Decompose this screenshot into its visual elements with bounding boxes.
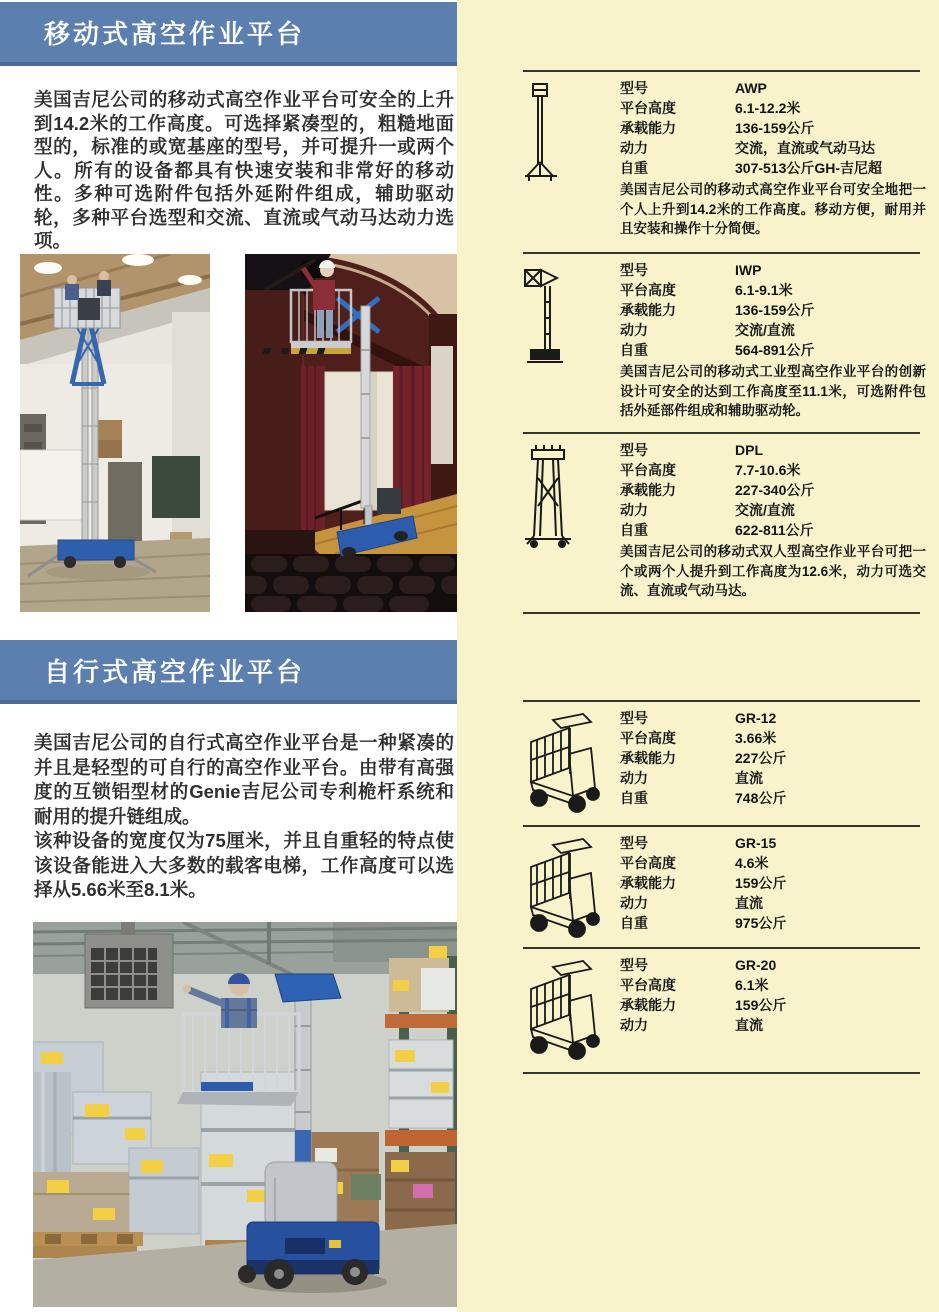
spec-label: 承载能力 <box>620 750 676 766</box>
spec-label: 自重 <box>620 160 648 176</box>
spec-value: 直流 <box>735 1017 763 1033</box>
spec-label: 承载能力 <box>620 302 676 318</box>
spec-value: 159公斤 <box>735 997 787 1013</box>
spec-value: 交流/直流 <box>735 502 795 518</box>
spec-value: GR-12 <box>735 710 777 726</box>
divider <box>523 1072 920 1074</box>
spec-row <box>620 460 814 480</box>
spec-row <box>620 320 814 340</box>
spec-label: 自重 <box>620 915 648 931</box>
spec-table <box>620 260 814 360</box>
spec-label: 承载能力 <box>620 482 676 498</box>
spec-row <box>620 500 814 520</box>
section-header-selfpropelled-platforms <box>0 640 457 704</box>
spec-value: DPL <box>735 442 763 458</box>
spec-label: 动力 <box>620 895 648 911</box>
spec-card-iwp <box>457 252 939 432</box>
spec-value: 136-159公斤 <box>735 120 815 136</box>
spec-label: 型号 <box>620 80 648 96</box>
divider <box>523 70 920 72</box>
spec-row <box>620 768 786 788</box>
spec-value: 交流/直流 <box>735 322 795 338</box>
spec-value: 6.1-9.1米 <box>735 282 793 298</box>
section-title: 移动式高空作业平台 <box>44 18 306 49</box>
spec-table <box>620 440 814 540</box>
spec-value: 7.7-10.6米 <box>735 462 801 478</box>
warehouse-gr-lift-illustration <box>33 922 457 1307</box>
divider <box>523 252 920 254</box>
divider <box>523 825 920 827</box>
spec-label: 动力 <box>620 140 648 156</box>
spec-row <box>620 955 786 975</box>
spec-table <box>620 955 786 1035</box>
paragraph-line: 美国吉尼公司的自行式高空作业平台是一种紧凑的并且是轻型的可自行的高空作业平台。由带有高强度的互锁铝型材的Genie吉尼公司专利桅杆系统和耐用的提升链组成。 <box>34 732 454 827</box>
spec-value: 748公斤 <box>735 790 787 806</box>
spec-row <box>620 748 786 768</box>
spec-card-gr20 <box>457 947 939 1127</box>
spec-label: 平台高度 <box>620 462 676 478</box>
mobile-platforms-paragraph: 美国吉尼公司的移动式高空作业平台可安全的上升到14.2米的工作高度。可选择紧凑型的，粗糙地面型的，标准的或宽基座的型号，并可提升一或两个人。所有的设备都具有快速安装和非常好的移动性。多种可选附件包括外延附件组成，辅助驱动轮，多种平台选型和交流、直流或气动马达动力选项。 <box>34 89 454 251</box>
spec-row <box>620 708 786 728</box>
spec-row <box>620 280 814 300</box>
spec-label: 型号 <box>620 835 648 851</box>
spec-table <box>620 833 786 933</box>
photo-warehouse-dpl-lift <box>20 254 210 612</box>
spec-row <box>620 975 786 995</box>
spec-row <box>620 300 814 320</box>
spec-row <box>620 480 814 500</box>
selfpropelled-platforms-paragraph <box>34 731 454 903</box>
spec-label: 平台高度 <box>620 100 676 116</box>
spec-row <box>620 98 882 118</box>
spec-value: 交流，直流或气动马达 <box>735 140 875 156</box>
spec-label: 动力 <box>620 770 648 786</box>
spec-value: 直流 <box>735 895 763 911</box>
spec-label: 型号 <box>620 957 648 973</box>
spec-row <box>620 340 814 360</box>
spec-label: 型号 <box>620 710 648 726</box>
spec-value: 136-159公斤 <box>735 302 815 318</box>
gr-machine-icon <box>523 712 603 816</box>
spec-label: 承载能力 <box>620 120 676 136</box>
spec-label: 平台高度 <box>620 855 676 871</box>
spec-label: 承载能力 <box>620 997 676 1013</box>
spec-row <box>620 873 786 893</box>
spec-card-dpl <box>457 432 939 612</box>
photo-theater-awp-lift <box>245 254 457 612</box>
photo-warehouse-gr-lift <box>33 922 457 1307</box>
spec-row <box>620 893 786 913</box>
spec-label: 自重 <box>620 342 648 358</box>
spec-description: 美国吉尼公司的移动式高空作业平台可安全地把一个人上升到14.2米的工作高度。移动方便，耐用并且安装和操作十分简便。 <box>620 182 926 236</box>
section-header-mobile-platforms <box>0 2 457 66</box>
spec-value: 227-340公斤 <box>735 482 815 498</box>
spec-label: 平台高度 <box>620 730 676 746</box>
theater-lift-illustration <box>245 254 457 612</box>
spec-value: GR-15 <box>735 835 777 851</box>
spec-description: 美国吉尼公司的移动式双人型高空作业平台可把一个或两个人提升到工作高度为12.6米，动力可选交流、直流或气动马达。 <box>620 544 926 598</box>
gr-machine-icon <box>523 837 603 941</box>
spec-value: 227公斤 <box>735 750 787 766</box>
spec-value: 975公斤 <box>735 915 787 931</box>
spec-panel <box>457 0 939 1312</box>
spec-row <box>620 138 882 158</box>
paragraph-line: 该种设备的宽度仅为75厘米，并且自重轻的特点使该设备能进入大多数的载客电梯，工作高度可以选择从5.66米至8.1米。 <box>34 830 454 900</box>
spec-label: 型号 <box>620 442 648 458</box>
spec-value: 直流 <box>735 770 763 786</box>
spec-label: 自重 <box>620 522 648 538</box>
spec-label: 平台高度 <box>620 282 676 298</box>
spec-row <box>620 260 814 280</box>
spec-value: 6.1-12.2米 <box>735 100 801 116</box>
spec-label: 承载能力 <box>620 875 676 891</box>
spec-row <box>620 788 786 808</box>
divider <box>523 947 920 949</box>
spec-value: 564-891公斤 <box>735 342 815 358</box>
spec-value: 307-513公斤GH-吉尼超 <box>735 160 883 176</box>
spec-row <box>620 728 786 748</box>
spec-row <box>620 440 814 460</box>
spec-row <box>620 853 786 873</box>
divider <box>523 612 920 614</box>
spec-table <box>620 708 786 808</box>
spec-label: 自重 <box>620 790 648 806</box>
spec-value: GR-20 <box>735 957 777 973</box>
spec-row <box>620 158 882 178</box>
spec-value: 159公斤 <box>735 875 787 891</box>
warehouse-lift-illustration <box>20 254 210 612</box>
iwp-machine-icon <box>523 264 567 368</box>
awp-machine-icon <box>523 82 559 186</box>
spec-card-awp <box>457 70 939 250</box>
divider <box>523 432 920 434</box>
spec-row <box>620 1015 786 1035</box>
spec-value: 3.66米 <box>735 730 777 746</box>
spec-value: AWP <box>735 80 767 96</box>
spec-label: 型号 <box>620 262 648 278</box>
dpl-machine-icon <box>523 444 573 552</box>
section-title: 自行式高空作业平台 <box>44 656 306 687</box>
spec-row <box>620 78 882 98</box>
spec-label: 动力 <box>620 322 648 338</box>
spec-value: 4.6米 <box>735 855 769 871</box>
spec-row <box>620 520 814 540</box>
spec-value: 6.1米 <box>735 977 769 993</box>
spec-label: 动力 <box>620 1017 648 1033</box>
spec-row <box>620 913 786 933</box>
spec-label: 平台高度 <box>620 977 676 993</box>
divider <box>523 700 920 702</box>
spec-table <box>620 78 882 178</box>
spec-description: 美国吉尼公司的移动式工业型高空作业平台的创新设计可安全的达到工作高度至11.1米，可选附件包括外延部件组成和辅助驱动轮。 <box>620 364 926 418</box>
spec-value: 622-811公斤 <box>735 522 814 538</box>
spec-value: IWP <box>735 262 762 278</box>
spec-row <box>620 833 786 853</box>
gr-machine-icon <box>523 959 603 1063</box>
spec-row <box>620 118 882 138</box>
spec-row <box>620 995 786 1015</box>
spec-label: 动力 <box>620 502 648 518</box>
